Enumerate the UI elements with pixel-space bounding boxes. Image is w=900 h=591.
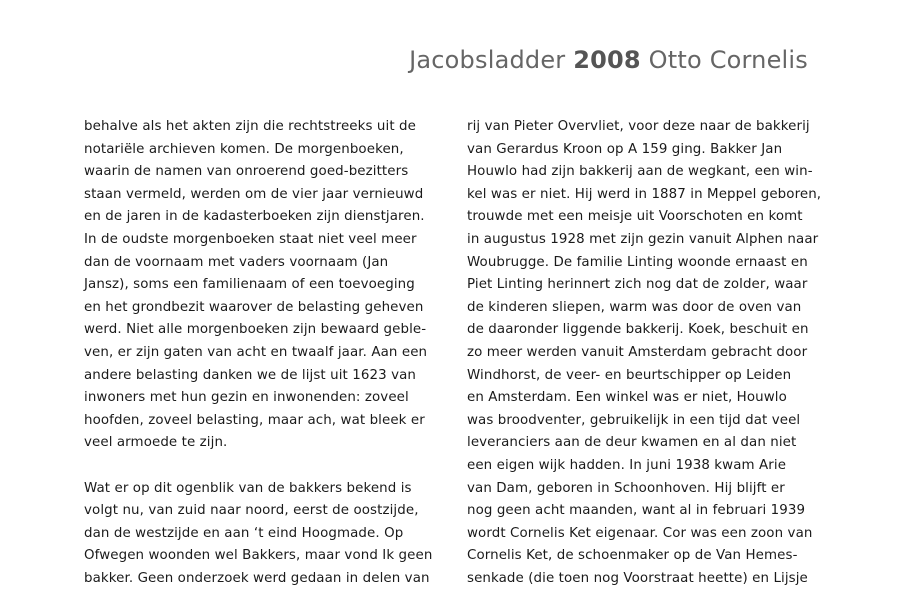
page-header [409,46,808,74]
text-line: ven, er zijn gaten van acht en twaalf jaar. Aan een [84,344,428,360]
text-line: in augustus 1928 met zijn gezin vanuit Alphen naar [467,231,819,247]
text-line: Wat er op dit ogenblik van de bakkers bekend is [84,480,412,496]
text-line: van Gerardus Kroon op A 159 ging. Bakker Jan [467,141,783,157]
text-line: Piet Linting herinnert zich nog dat de zolder, waar [467,277,808,293]
text-line: Jansz), soms een familienaam of een toevoeging [84,277,415,293]
text-line: Ofwegen woonden wel Bakkers, maar vond Ik geen [84,548,433,564]
text-line: Houwlo had zijn bakkerij aan de wegkant, een win- [467,164,813,180]
text-line: inwoners met hun gezin en inwonenden: zoveel [84,390,409,406]
text-line: en Amsterdam. Een winkel was er niet, Houwlo [467,390,787,406]
text-line: notariële archieven komen. De morgenboeken, [84,141,404,157]
text-line: dan de voornaam met vaders voornaam (Jan [84,254,389,270]
text-line: andere belasting danken we de lijst uit 1623 van [84,367,416,383]
header-author: Otto Cornelis [648,46,808,74]
text-line: en het grondbezit waarover de belasting geheven [84,299,424,315]
text-line: Woubrugge. De familie Linting woonde ernaast en [467,254,808,270]
text-line: waarin de namen van onroerend goed-bezitters [84,164,409,180]
text-line: hoofden, zoveel belasting, maar ach, wat bleek er [84,412,425,428]
text-line: Cornelis Ket, de schoenmaker op de Van Hemes- [467,548,798,564]
header-title: Jacobsladder [409,46,566,74]
left-column [84,116,444,590]
text-line: Windhorst, de veer- en beurtschipper op Leiden [467,367,792,383]
text-line: de daaronder liggende bakkerij. Koek, beschuit en [467,322,809,338]
text-line: trouwde met een meisje uit Voorschoten en komt [467,209,803,225]
text-line: rij van Pieter Overvliet, voor deze naar de bakkerij [467,119,810,134]
text-line: een eigen wijk hadden. In juni 1938 kwam Arie [467,457,787,473]
text-line: dan de westzijde en aan ‘t eind Hoogmade. Op [84,525,404,541]
text-line: werd. Niet alle morgenboeken zijn bewaard geble- [84,322,427,338]
text-line: kel was er niet. Hij werd in 1887 in Meppel geboren, [467,186,822,202]
text-line: de kinderen sliepen, warm was door de oven van [467,299,802,315]
text-line: bakker. Geen onderzoek werd gedaan in delen van [84,570,430,586]
text-line: In de oudste morgenboeken staat niet veel meer [84,231,417,247]
text-line: senkade (die toen nog Voorstraat heette) en Lijsje [467,570,808,586]
text-line: staan vermeld, werden om de vier jaar vernieuwd [84,186,424,202]
paragraph-gap [84,455,444,478]
text-line: volgt nu, van zuid naar noord, eerst de oostzijde, [84,503,419,519]
text-line: was broodventer, gebruikelijk in een tijd dat veel [467,412,801,428]
text-line: wordt Cornelis Ket eigenaar. Cor was een zoon van [467,525,813,541]
right-column [467,116,827,590]
text-line: veel armoede te zijn. [84,435,228,451]
header-year: 2008 [573,46,641,74]
text-line: nog geen acht maanden, want al in februari 1939 [467,503,806,519]
text-line: van Dam, geboren in Schoonhoven. Hij blijft er [467,480,785,496]
text-line: leveranciers aan de deur kwamen en al dan niet [467,435,797,451]
text-line: behalve als het akten zijn die rechtstreeks uit de [84,119,416,134]
text-line: en de jaren in de kadasterboeken zijn dienstjaren. [84,209,425,225]
text-line: zo meer werden vanuit Amsterdam gebracht door [467,344,808,360]
